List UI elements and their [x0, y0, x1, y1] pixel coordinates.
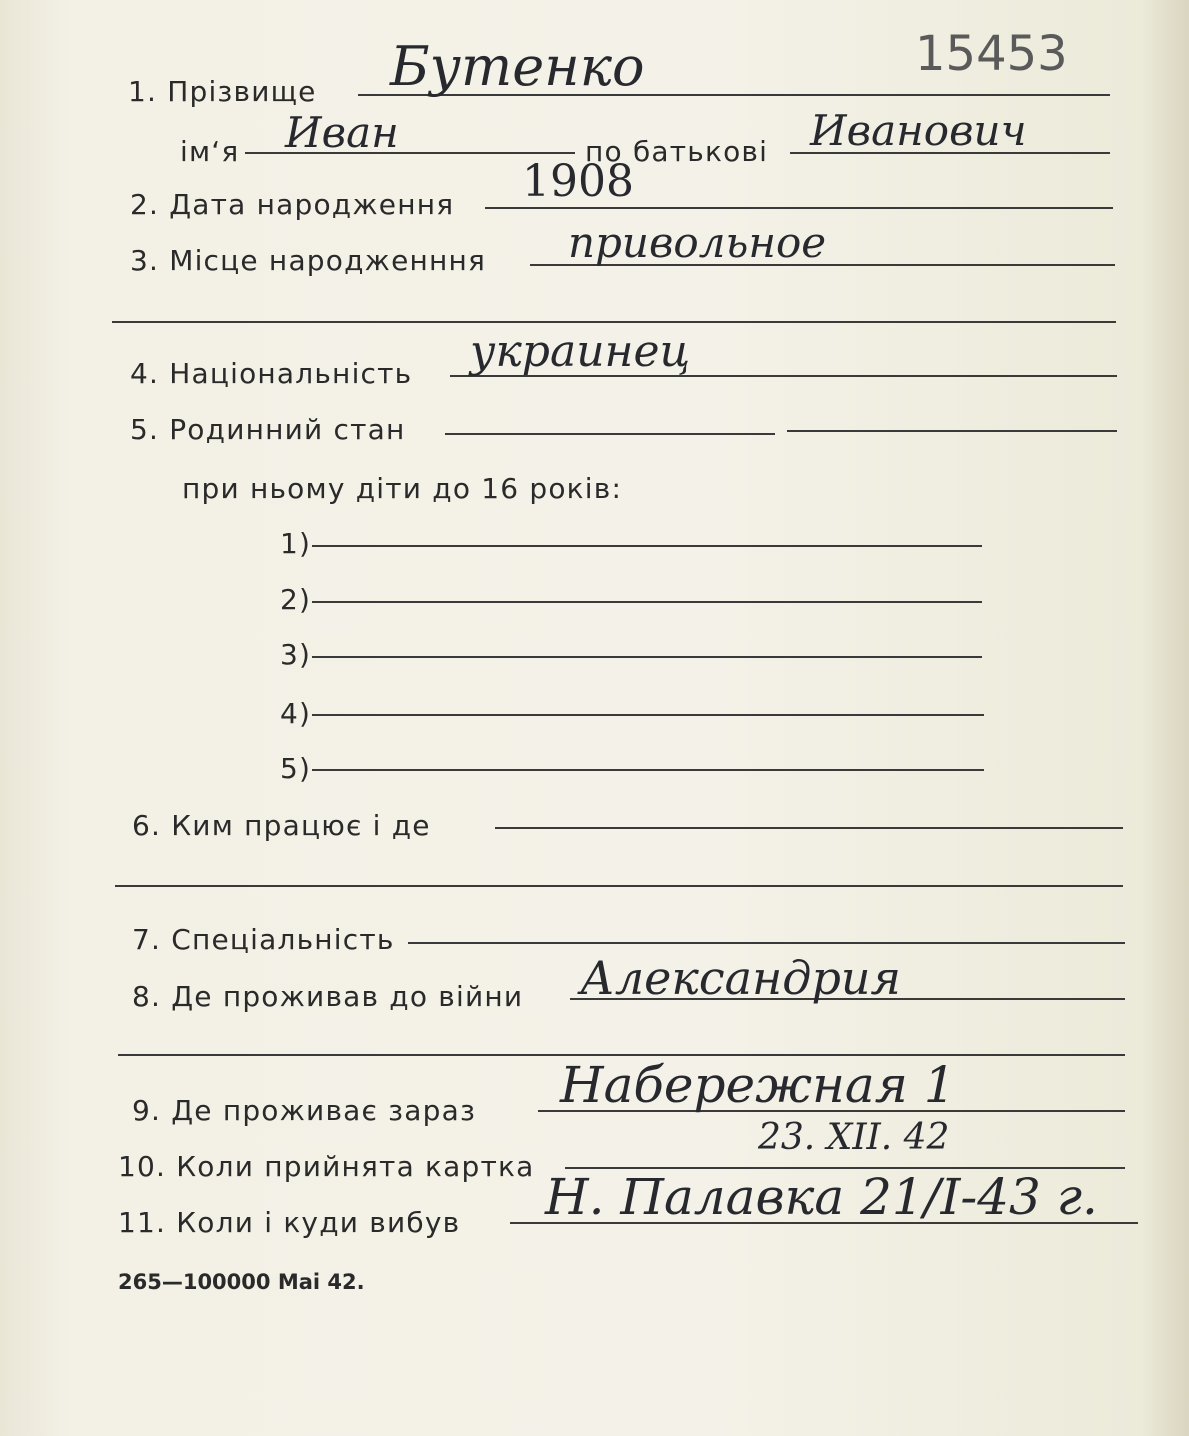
- patronymic-label: по батькові: [585, 135, 769, 168]
- speciality-line: [408, 942, 1125, 944]
- children-header: при ньому діти до 16 років:: [182, 472, 623, 505]
- birth-place-value[interactable]: привольное: [568, 218, 827, 267]
- archive-number: 15453: [915, 26, 1068, 82]
- child-4-line: [312, 714, 984, 716]
- first-name-label: ім‘я: [180, 135, 240, 168]
- child-1-number: 1): [280, 527, 312, 560]
- family-status-label: 5. Родинний стан: [130, 413, 406, 446]
- child-1-line: [312, 545, 982, 547]
- nationality-value[interactable]: украинец: [470, 326, 691, 377]
- prewar-residence-label: 8. Де проживав до війни: [132, 980, 524, 1013]
- child-5-line: [312, 769, 984, 771]
- birth-place-label: 3. Місце народженння: [130, 244, 487, 277]
- child-5-number: 5): [280, 752, 312, 785]
- card-accepted-label: 10. Коли прийнята картка: [118, 1150, 535, 1183]
- patronymic-value[interactable]: Иванович: [810, 106, 1027, 155]
- prewar-residence-value[interactable]: Александрия: [580, 951, 901, 1005]
- child-3-line: [312, 656, 982, 658]
- speciality-label: 7. Спеціальність: [132, 923, 395, 956]
- employer-line-2: [115, 885, 1123, 887]
- birth-date-line: [485, 207, 1113, 209]
- family-status-line-2: [787, 430, 1117, 432]
- current-residence-label: 9. Де проживає зараз: [132, 1094, 477, 1127]
- nationality-label: 4. Національність: [130, 357, 413, 390]
- child-4-number: 4): [280, 697, 312, 730]
- child-2-line: [312, 601, 982, 603]
- card-accepted-value[interactable]: 23. XII. 42: [758, 1117, 950, 1158]
- print-info: 265—100000 Mai 42.: [118, 1270, 365, 1294]
- birth-place-line-2: [112, 321, 1116, 323]
- birth-date-value[interactable]: 1908: [522, 156, 634, 207]
- family-status-line: [445, 433, 775, 435]
- child-3-number: 3): [280, 638, 312, 671]
- surname-label: 1. Прізвище: [128, 75, 317, 108]
- current-residence-value[interactable]: Набережная 1: [560, 1056, 956, 1114]
- first-name-value[interactable]: Иван: [285, 108, 399, 157]
- employer-label: 6. Ким працює і де: [132, 809, 431, 842]
- surname-value[interactable]: Бутенко: [390, 35, 645, 98]
- employer-line: [495, 827, 1123, 829]
- child-2-number: 2): [280, 583, 312, 616]
- birth-date-label: 2. Дата народження: [130, 188, 455, 221]
- departure-label: 11. Коли і куди вибув: [118, 1206, 461, 1239]
- departure-value[interactable]: Н. Палавка 21/I-43 г.: [545, 1168, 1098, 1226]
